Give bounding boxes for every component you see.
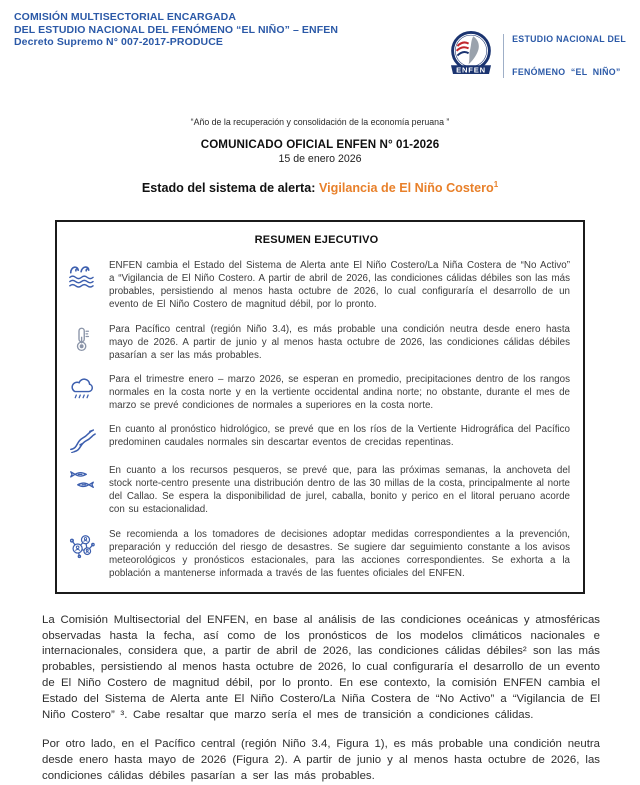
org-decree-line: Decreto Supremo N° 007-2017-PRODUCE xyxy=(14,36,224,48)
summary-item-fisheries xyxy=(63,464,570,516)
org-name-line1: COMISIÓN MULTISECTORIAL ENCARGADA xyxy=(14,11,237,23)
logo-title-block xyxy=(512,12,626,100)
summary-item-text: En cuanto al pronóstico hidrológico, se prevé que en los ríos de la Vertiente Hidrográfica del Pacífico predominen caudales normales sin descartar eventos de crecidas repentinas. xyxy=(109,424,570,449)
organization-block xyxy=(14,11,338,49)
summary-item-alert-change xyxy=(63,259,570,311)
alert-state-line xyxy=(0,180,640,195)
logo-title-line1: ESTUDIO NACIONAL DEL xyxy=(512,34,626,44)
summary-item-precipitation xyxy=(63,373,570,412)
enfen-logo-icon xyxy=(447,30,495,83)
logo-area xyxy=(447,12,632,100)
fish-icon xyxy=(63,464,101,516)
waves-icon xyxy=(63,259,101,311)
rain-cloud-icon xyxy=(63,373,101,412)
body-paragraph-1: La Comisión Multisectorial del ENFEN, en base al análisis de las condiciones oceánicas y atmosféricas observadas hasta la fecha, así como de los pronósticos de los modelos climáticos nacionales e internacionales, considera que, a partir de abril de 2026, las condiciones cálidas débiles² son las más probables, persistiendo al menos hasta octubre de 2026, lo cual configuraría el desarrollo de un evento de El Niño Costero de magnitud débil, por lo pronto. En ese contexto, la comisión ENFEN cambia el Estado del Sistema de Alerta ante El Niño Costero/La Niña Costera de “No Activo” a “Vigilancia de El Niño Costero” ³. Cabe resaltar que marzo sería el mes de transición a condiciones cálidas. xyxy=(42,613,601,721)
executive-summary-box xyxy=(55,220,585,594)
river-icon xyxy=(63,423,101,453)
year-motto: “Año de la recuperación y consolidación de la economía peruana ” xyxy=(190,117,450,127)
body-paragraph-2: Por otro lado, en el Pacífico central (región Niño 3.4, Figura 1), es más probable una condición neutra desde enero hasta mayo de 2026 (Figura 2). A partir de junio y al menos hasta octubre de 2026, las condiciones cálidas débiles pasarían a ser las más probables. xyxy=(42,738,600,783)
logo-divider xyxy=(503,34,504,78)
summary-item-text: Para el trimestre enero – marzo 2026, se esperan en promedio, precipitaciones dentro de los rangos normales en la costa norte y en la vertiente occidental andina norte; no obstante, durante el mes de marzo se prevé condiciones de normales a superiores en la costa norte. xyxy=(109,373,570,412)
thermometer-icon xyxy=(63,323,101,362)
document-header xyxy=(0,0,640,100)
summary-item-text: Para Pacífico central (región Niño 3.4), es más probable una condición neutra desde enero hasta mayo de 2026. A partir de junio y al menos hasta octubre de 2026, las condiciones cálidas débiles pasarían a ser las más probables. xyxy=(109,323,570,361)
communique-title: COMUNICADO OFICIAL ENFEN N° 01-2026 xyxy=(200,138,440,151)
alert-state-value: Vigilancia de El Niño Costero xyxy=(318,181,494,196)
summary-item-text: ENFEN cambia el Estado del Sistema de Alerta ante El Niño Costero/La Niña Costera de “No Activo” a “Vigilancia de El Niño Costero. A partir de abril de 2026, las condiciones cálidas débiles son las más probables, persistiendo al menos hasta octubre de 2026, lo cual configuraría el desarrollo de un evento de El Niño Costero de magnitud débil, por lo pronto. xyxy=(109,260,570,311)
summary-item-text: Se recomienda a los tomadores de decisiones adoptar medidas correspondientes a la prevención, preparación y reducción del riesgo de desastres. Se sugiere dar seguimiento constante a los avisos meteorológicos y pronósticos estacionales, para las acciones correspondientes. Se exhorta a la población a mantenerse informada a través de las fuentes oficiales del ENFEN. xyxy=(109,528,570,579)
summary-item-pacific-central xyxy=(63,323,570,362)
alert-footnote-marker: 1 xyxy=(493,180,499,189)
communique-date: 15 de enero 2026 xyxy=(278,153,362,165)
summary-box-title: RESUMEN EJECUTIVO xyxy=(254,234,379,247)
summary-item-recommendations xyxy=(63,528,570,580)
summary-item-text: En cuanto a los recursos pesqueros, se prevé que, para las próximas semanas, la anchoveta del stock norte-centro presente una distribución dentro de las 30 millas de la costa, principalmente al norte del Callao. Se espera la disponibilidad de jurel, caballa, bonito y perico en el litoral peruano acorde con su estacionalidad. xyxy=(109,465,571,516)
summary-item-hydrology xyxy=(63,423,570,453)
people-network-icon xyxy=(63,528,101,580)
logo-wordmark: ENFEN xyxy=(456,65,487,75)
logo-title-line2: FENÓMENO “EL NIÑO” xyxy=(512,67,621,77)
org-name-line2: DEL ESTUDIO NACIONAL DEL FENÓMENO “EL NIÑO” – ENFEN xyxy=(14,23,339,36)
alert-state-label: Estado del sistema de alerta: xyxy=(141,181,319,196)
